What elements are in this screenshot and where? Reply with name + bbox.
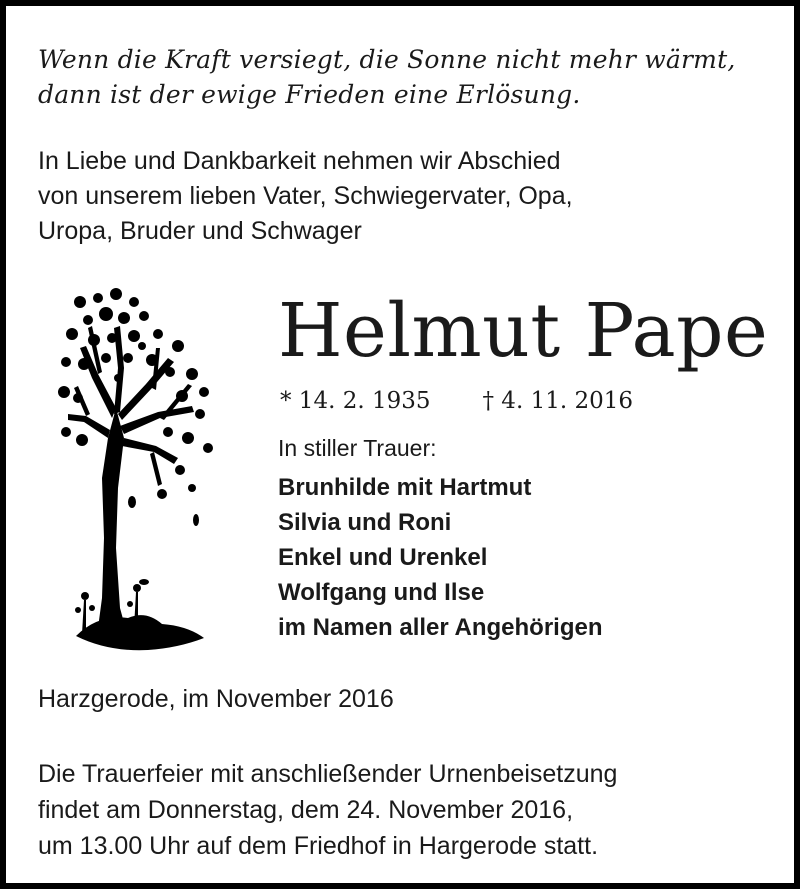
service-line: um 13.00 Uhr auf dem Friedhof in Hargerode statt.: [38, 832, 599, 860]
mourner-name: im Namen aller Angehörigen: [278, 614, 603, 641]
death-date: † 4. 11. 2016: [482, 388, 633, 414]
mourner-name: Wolfgang und Ilse: [278, 579, 485, 606]
intro-line: von unserem lieben Vater, Schwiegervater, Opa,: [38, 182, 573, 210]
mourners-list: [278, 470, 603, 645]
verse-line: Wenn die Kraft versiegt, die Sonne nicht mehr wärmt,: [38, 45, 736, 74]
intro-text: [38, 144, 573, 249]
intro-line: Uropa, Bruder und Schwager: [38, 217, 362, 245]
tree-icon: [58, 288, 218, 658]
verse: [38, 42, 735, 112]
service-info: [38, 756, 617, 864]
service-line: findet am Donnerstag, dem 24. November 2016,: [38, 796, 574, 824]
service-line: Die Trauerfeier mit anschließender Urnenbeisetzung: [38, 760, 618, 788]
mourner-name: Silvia und Roni: [278, 509, 452, 536]
intro-line: In Liebe und Dankbarkeit nehmen wir Abschied: [38, 147, 561, 175]
life-dates: [280, 386, 633, 416]
deceased-name: Helmut Pape: [278, 288, 769, 374]
verse-line: dann ist der ewige Frieden eine Erlösung.: [38, 80, 581, 109]
birth-date: * 14. 2. 1935: [280, 388, 431, 414]
mourners-label: In stiller Trauer:: [278, 435, 437, 461]
place-date: Harzgerode, im November 2016: [38, 685, 394, 713]
mourner-name: Brunhilde mit Hartmut: [278, 474, 532, 501]
mourner-name: Enkel und Urenkel: [278, 544, 488, 571]
